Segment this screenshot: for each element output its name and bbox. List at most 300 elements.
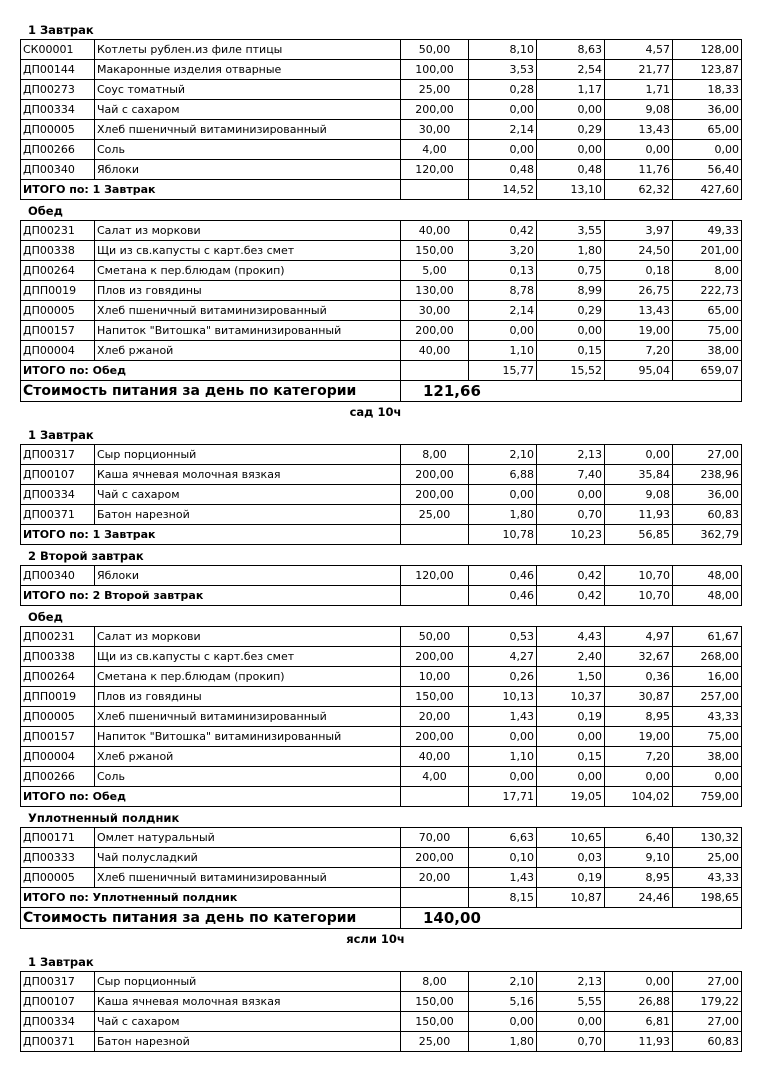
dish-kcal: 65,00 xyxy=(673,120,742,140)
dish-code: ДП00004 xyxy=(21,747,95,767)
dish-name: Хлеб пшеничный витаминизированный xyxy=(95,301,401,321)
dish-name: Сыр порционный xyxy=(95,972,401,992)
meal-table xyxy=(20,626,742,807)
dish-fat: 0,19 xyxy=(537,707,605,727)
total-protein: 15,77 xyxy=(469,361,537,381)
meal-title: Обед xyxy=(28,204,63,218)
dish-fat: 4,43 xyxy=(537,627,605,647)
dish-quantity: 120,00 xyxy=(401,160,469,180)
dish-code: ДП00005 xyxy=(21,301,95,321)
dish-quantity: 130,00 xyxy=(401,281,469,301)
dish-protein: 0,42 xyxy=(469,221,537,241)
dish-fat: 0,00 xyxy=(537,1012,605,1032)
dish-kcal: 16,00 xyxy=(673,667,742,687)
dish-carbs: 0,00 xyxy=(605,445,673,465)
dish-name: Щи из св.капусты с карт.без смет xyxy=(95,647,401,667)
total-quantity xyxy=(401,361,469,381)
dish-row xyxy=(21,972,742,992)
dish-fat: 0,15 xyxy=(537,747,605,767)
total-label: ИТОГО по: Уплотненный полдник xyxy=(21,888,401,908)
dish-name: Каша ячневая молочная вязкая xyxy=(95,465,401,485)
dish-code: ДП00231 xyxy=(21,627,95,647)
dish-kcal: 36,00 xyxy=(673,485,742,505)
dish-code: ДП00266 xyxy=(21,767,95,787)
dish-name: Соус томатный xyxy=(95,80,401,100)
dish-fat: 8,63 xyxy=(537,40,605,60)
total-kcal: 759,00 xyxy=(673,787,742,807)
dish-kcal: 60,83 xyxy=(673,1032,742,1052)
dish-carbs: 10,70 xyxy=(605,566,673,586)
dish-quantity: 5,00 xyxy=(401,261,469,281)
dish-row xyxy=(21,485,742,505)
dish-protein: 1,80 xyxy=(469,1032,537,1052)
dish-kcal: 128,00 xyxy=(673,40,742,60)
dish-name: Батон нарезной xyxy=(95,1032,401,1052)
dish-fat: 0,42 xyxy=(537,566,605,586)
dish-protein: 0,28 xyxy=(469,80,537,100)
dish-row xyxy=(21,727,742,747)
dish-kcal: 38,00 xyxy=(673,341,742,361)
dish-kcal: 36,00 xyxy=(673,100,742,120)
dish-fat: 2,13 xyxy=(537,972,605,992)
meal-title: Обед xyxy=(28,610,63,624)
dish-quantity: 100,00 xyxy=(401,60,469,80)
dish-kcal: 27,00 xyxy=(673,972,742,992)
dish-carbs: 11,93 xyxy=(605,505,673,525)
dish-protein: 1,43 xyxy=(469,868,537,888)
meal-table xyxy=(20,444,742,545)
dish-carbs: 9,10 xyxy=(605,848,673,868)
dish-quantity: 200,00 xyxy=(401,848,469,868)
total-protein: 14,52 xyxy=(469,180,537,200)
dish-quantity: 70,00 xyxy=(401,828,469,848)
dish-code: ДП00338 xyxy=(21,241,95,261)
dish-quantity: 200,00 xyxy=(401,485,469,505)
dish-kcal: 25,00 xyxy=(673,848,742,868)
dish-row xyxy=(21,687,742,707)
dish-code: ДП00273 xyxy=(21,80,95,100)
dish-code: ДП00333 xyxy=(21,848,95,868)
dish-quantity: 150,00 xyxy=(401,992,469,1012)
category-section xyxy=(20,22,741,402)
dish-fat: 7,40 xyxy=(537,465,605,485)
dish-quantity: 50,00 xyxy=(401,627,469,647)
dish-row xyxy=(21,747,742,767)
total-carbs: 56,85 xyxy=(605,525,673,545)
dish-quantity: 4,00 xyxy=(401,767,469,787)
dish-protein: 6,88 xyxy=(469,465,537,485)
dish-name: Хлеб ржаной xyxy=(95,341,401,361)
dish-protein: 4,27 xyxy=(469,647,537,667)
dish-code: ДПП0019 xyxy=(21,281,95,301)
dish-kcal: 18,33 xyxy=(673,80,742,100)
dish-code: ДП00266 xyxy=(21,140,95,160)
total-protein: 0,46 xyxy=(469,586,537,606)
dish-fat: 0,15 xyxy=(537,341,605,361)
dish-row xyxy=(21,40,742,60)
total-quantity xyxy=(401,586,469,606)
dish-quantity: 120,00 xyxy=(401,566,469,586)
dish-code: ДП00005 xyxy=(21,868,95,888)
dish-protein: 0,00 xyxy=(469,767,537,787)
dish-name: Каша ячневая молочная вязкая xyxy=(95,992,401,1012)
dish-fat: 0,03 xyxy=(537,848,605,868)
total-carbs: 10,70 xyxy=(605,586,673,606)
meal-title: Уплотненный полдник xyxy=(28,811,180,825)
dish-code: ДПП0019 xyxy=(21,687,95,707)
dish-row xyxy=(21,627,742,647)
total-label: ИТОГО по: Обед xyxy=(21,361,401,381)
dish-code: ДП00338 xyxy=(21,647,95,667)
dish-carbs: 21,77 xyxy=(605,60,673,80)
dish-code: ДП00231 xyxy=(21,221,95,241)
dish-carbs: 13,43 xyxy=(605,301,673,321)
dish-kcal: 75,00 xyxy=(673,321,742,341)
total-kcal: 659,07 xyxy=(673,361,742,381)
dish-fat: 1,80 xyxy=(537,241,605,261)
dish-row xyxy=(21,445,742,465)
dish-code: ДП00107 xyxy=(21,465,95,485)
dish-carbs: 0,18 xyxy=(605,261,673,281)
dish-row xyxy=(21,341,742,361)
dish-fat: 3,55 xyxy=(537,221,605,241)
meal-title: 1 Завтрак xyxy=(28,428,94,442)
dish-carbs: 19,00 xyxy=(605,727,673,747)
dish-kcal: 38,00 xyxy=(673,747,742,767)
dish-quantity: 200,00 xyxy=(401,465,469,485)
dish-code: ДП00264 xyxy=(21,667,95,687)
total-kcal: 198,65 xyxy=(673,888,742,908)
dish-protein: 2,10 xyxy=(469,445,537,465)
dish-name: Напиток "Витошка" витаминизированный xyxy=(95,727,401,747)
dish-protein: 2,10 xyxy=(469,972,537,992)
dish-name: Чай с сахаром xyxy=(95,100,401,120)
dish-row xyxy=(21,707,742,727)
dish-fat: 1,50 xyxy=(537,667,605,687)
dish-code: ДП00334 xyxy=(21,100,95,120)
dish-name: Сметана к пер.блюдам (прокип) xyxy=(95,667,401,687)
dish-code: ДП00340 xyxy=(21,160,95,180)
dish-protein: 5,16 xyxy=(469,992,537,1012)
meal-total-row xyxy=(21,787,742,807)
dish-protein: 0,00 xyxy=(469,100,537,120)
dish-protein: 0,48 xyxy=(469,160,537,180)
dish-kcal: 0,00 xyxy=(673,767,742,787)
dish-carbs: 4,57 xyxy=(605,40,673,60)
dish-code: ДП00340 xyxy=(21,566,95,586)
dish-carbs: 35,84 xyxy=(605,465,673,485)
dish-code: ДП00157 xyxy=(21,321,95,341)
dish-carbs: 9,08 xyxy=(605,100,673,120)
dish-quantity: 30,00 xyxy=(401,301,469,321)
total-label: ИТОГО по: 1 Завтрак xyxy=(21,525,401,545)
dish-name: Плов из говядины xyxy=(95,687,401,707)
dish-carbs: 9,08 xyxy=(605,485,673,505)
dish-fat: 0,70 xyxy=(537,505,605,525)
dish-fat: 0,70 xyxy=(537,1032,605,1052)
dish-name: Омлет натуральный xyxy=(95,828,401,848)
daily-cost-label: Стоимость питания за день по категории xyxy=(21,908,401,929)
dish-code: ДП00144 xyxy=(21,60,95,80)
dish-fat: 0,29 xyxy=(537,301,605,321)
dish-kcal: 65,00 xyxy=(673,301,742,321)
daily-cost-row xyxy=(21,908,742,929)
meal-table xyxy=(20,827,742,929)
dish-kcal: 179,22 xyxy=(673,992,742,1012)
category-title: ясли 10ч xyxy=(346,932,405,946)
meal-total-row xyxy=(21,525,742,545)
dish-fat: 0,48 xyxy=(537,160,605,180)
dish-row xyxy=(21,140,742,160)
dish-row xyxy=(21,160,742,180)
dish-fat: 2,13 xyxy=(537,445,605,465)
dish-row xyxy=(21,992,742,1012)
dish-kcal: 222,73 xyxy=(673,281,742,301)
dish-fat: 0,75 xyxy=(537,261,605,281)
dish-carbs: 3,97 xyxy=(605,221,673,241)
dish-name: Чай с сахаром xyxy=(95,485,401,505)
dish-kcal: 238,96 xyxy=(673,465,742,485)
dish-name: Сыр порционный xyxy=(95,445,401,465)
dish-carbs: 32,67 xyxy=(605,647,673,667)
dish-name: Хлеб пшеничный витаминизированный xyxy=(95,707,401,727)
dish-kcal: 43,33 xyxy=(673,707,742,727)
dish-fat: 5,55 xyxy=(537,992,605,1012)
dish-carbs: 26,88 xyxy=(605,992,673,1012)
dish-protein: 0,53 xyxy=(469,627,537,647)
dish-code: ДП00004 xyxy=(21,341,95,361)
dish-fat: 0,00 xyxy=(537,140,605,160)
daily-cost-row xyxy=(21,381,742,402)
dish-quantity: 4,00 xyxy=(401,140,469,160)
dish-fat: 0,00 xyxy=(537,727,605,747)
dish-code: ДП00157 xyxy=(21,727,95,747)
dish-protein: 6,63 xyxy=(469,828,537,848)
dish-kcal: 60,83 xyxy=(673,505,742,525)
dish-kcal: 27,00 xyxy=(673,1012,742,1032)
dish-quantity: 10,00 xyxy=(401,667,469,687)
dish-name: Салат из моркови xyxy=(95,221,401,241)
dish-row xyxy=(21,100,742,120)
dish-row xyxy=(21,321,742,341)
dish-name: Напиток "Витошка" витаминизированный xyxy=(95,321,401,341)
dish-row xyxy=(21,221,742,241)
dish-quantity: 30,00 xyxy=(401,120,469,140)
dish-fat: 8,99 xyxy=(537,281,605,301)
dish-row xyxy=(21,566,742,586)
daily-cost-value: 140,00 xyxy=(401,908,742,929)
dish-name: Яблоки xyxy=(95,566,401,586)
dish-quantity: 40,00 xyxy=(401,341,469,361)
total-fat: 0,42 xyxy=(537,586,605,606)
dish-code: ДП00334 xyxy=(21,485,95,505)
dish-fat: 1,17 xyxy=(537,80,605,100)
total-carbs: 104,02 xyxy=(605,787,673,807)
dish-carbs: 6,81 xyxy=(605,1012,673,1032)
meal-title: 2 Второй завтрак xyxy=(28,549,144,563)
category-section xyxy=(20,403,741,929)
dish-code: ДП00005 xyxy=(21,120,95,140)
dish-carbs: 6,40 xyxy=(605,828,673,848)
dish-code: ДП00334 xyxy=(21,1012,95,1032)
dish-code: ДП00005 xyxy=(21,707,95,727)
dish-row xyxy=(21,505,742,525)
dish-fat: 0,29 xyxy=(537,120,605,140)
dish-protein: 0,00 xyxy=(469,321,537,341)
dish-quantity: 150,00 xyxy=(401,1012,469,1032)
dish-carbs: 8,95 xyxy=(605,868,673,888)
dish-quantity: 200,00 xyxy=(401,727,469,747)
dish-carbs: 24,50 xyxy=(605,241,673,261)
dish-carbs: 30,87 xyxy=(605,687,673,707)
dish-fat: 0,00 xyxy=(537,100,605,120)
meal-title: 1 Завтрак xyxy=(28,955,94,969)
dish-fat: 0,00 xyxy=(537,485,605,505)
dish-row xyxy=(21,80,742,100)
dish-protein: 0,00 xyxy=(469,727,537,747)
total-label: ИТОГО по: 1 Завтрак xyxy=(21,180,401,200)
dish-row xyxy=(21,868,742,888)
dish-code: ДП00264 xyxy=(21,261,95,281)
meal-table xyxy=(20,971,742,1052)
meal-table xyxy=(20,565,742,606)
total-kcal: 362,79 xyxy=(673,525,742,545)
dish-quantity: 8,00 xyxy=(401,972,469,992)
dish-carbs: 0,36 xyxy=(605,667,673,687)
dish-protein: 0,13 xyxy=(469,261,537,281)
total-carbs: 62,32 xyxy=(605,180,673,200)
dish-fat: 10,65 xyxy=(537,828,605,848)
dish-quantity: 20,00 xyxy=(401,868,469,888)
total-carbs: 95,04 xyxy=(605,361,673,381)
dish-protein: 1,10 xyxy=(469,747,537,767)
dish-name: Макаронные изделия отварные xyxy=(95,60,401,80)
dish-quantity: 200,00 xyxy=(401,100,469,120)
total-protein: 17,71 xyxy=(469,787,537,807)
dish-carbs: 0,00 xyxy=(605,140,673,160)
dish-protein: 0,10 xyxy=(469,848,537,868)
dish-quantity: 40,00 xyxy=(401,747,469,767)
dish-protein: 1,80 xyxy=(469,505,537,525)
daily-cost-value: 121,66 xyxy=(401,381,742,402)
dish-quantity: 25,00 xyxy=(401,80,469,100)
dish-kcal: 0,00 xyxy=(673,140,742,160)
dish-carbs: 7,20 xyxy=(605,341,673,361)
dish-protein: 0,00 xyxy=(469,140,537,160)
dish-row xyxy=(21,647,742,667)
dish-code: ДП00371 xyxy=(21,505,95,525)
dish-fat: 2,40 xyxy=(537,647,605,667)
total-protein: 8,15 xyxy=(469,888,537,908)
dish-carbs: 4,97 xyxy=(605,627,673,647)
dish-kcal: 49,33 xyxy=(673,221,742,241)
dish-row xyxy=(21,120,742,140)
dish-name: Щи из св.капусты с карт.без смет xyxy=(95,241,401,261)
dish-name: Хлеб пшеничный витаминизированный xyxy=(95,120,401,140)
dish-name: Соль xyxy=(95,140,401,160)
total-fat: 19,05 xyxy=(537,787,605,807)
dish-carbs: 1,71 xyxy=(605,80,673,100)
dish-name: Батон нарезной xyxy=(95,505,401,525)
total-quantity xyxy=(401,787,469,807)
dish-name: Яблоки xyxy=(95,160,401,180)
dish-protein: 8,10 xyxy=(469,40,537,60)
dish-protein: 1,10 xyxy=(469,341,537,361)
dish-carbs: 26,75 xyxy=(605,281,673,301)
dish-quantity: 25,00 xyxy=(401,505,469,525)
dish-fat: 0,00 xyxy=(537,321,605,341)
dish-row xyxy=(21,767,742,787)
dish-carbs: 11,93 xyxy=(605,1032,673,1052)
meal-total-row xyxy=(21,361,742,381)
dish-row xyxy=(21,828,742,848)
dish-kcal: 130,32 xyxy=(673,828,742,848)
dish-protein: 8,78 xyxy=(469,281,537,301)
dish-quantity: 50,00 xyxy=(401,40,469,60)
dish-name: Хлеб ржаной xyxy=(95,747,401,767)
meal-total-row xyxy=(21,180,742,200)
dish-code: ДП00371 xyxy=(21,1032,95,1052)
total-quantity xyxy=(401,180,469,200)
meal-table xyxy=(20,220,742,402)
dish-row xyxy=(21,241,742,261)
dish-quantity: 200,00 xyxy=(401,321,469,341)
dish-row xyxy=(21,301,742,321)
total-fat: 10,23 xyxy=(537,525,605,545)
dish-fat: 0,00 xyxy=(537,767,605,787)
dish-protein: 3,20 xyxy=(469,241,537,261)
dish-name: Соль xyxy=(95,767,401,787)
meal-total-row xyxy=(21,888,742,908)
dish-kcal: 27,00 xyxy=(673,445,742,465)
total-carbs: 24,46 xyxy=(605,888,673,908)
meal-table xyxy=(20,39,742,200)
total-quantity xyxy=(401,525,469,545)
dish-row xyxy=(21,261,742,281)
dish-name: Салат из моркови xyxy=(95,627,401,647)
dish-carbs: 11,76 xyxy=(605,160,673,180)
total-label: ИТОГО по: 2 Второй завтрак xyxy=(21,586,401,606)
dish-kcal: 43,33 xyxy=(673,868,742,888)
dish-row xyxy=(21,848,742,868)
dish-kcal: 257,00 xyxy=(673,687,742,707)
dish-kcal: 123,87 xyxy=(673,60,742,80)
dish-name: Плов из говядины xyxy=(95,281,401,301)
dish-protein: 0,26 xyxy=(469,667,537,687)
dish-protein: 10,13 xyxy=(469,687,537,707)
total-fat: 13,10 xyxy=(537,180,605,200)
dish-quantity: 200,00 xyxy=(401,647,469,667)
total-label: ИТОГО по: Обед xyxy=(21,787,401,807)
dish-quantity: 25,00 xyxy=(401,1032,469,1052)
total-kcal: 427,60 xyxy=(673,180,742,200)
dish-fat: 10,37 xyxy=(537,687,605,707)
dish-quantity: 150,00 xyxy=(401,241,469,261)
dish-kcal: 56,40 xyxy=(673,160,742,180)
dish-quantity: 20,00 xyxy=(401,707,469,727)
dish-carbs: 7,20 xyxy=(605,747,673,767)
dish-carbs: 8,95 xyxy=(605,707,673,727)
dish-carbs: 0,00 xyxy=(605,767,673,787)
dish-protein: 1,43 xyxy=(469,707,537,727)
dish-code: ДП00171 xyxy=(21,828,95,848)
total-protein: 10,78 xyxy=(469,525,537,545)
dish-protein: 0,46 xyxy=(469,566,537,586)
dish-kcal: 268,00 xyxy=(673,647,742,667)
dish-fat: 2,54 xyxy=(537,60,605,80)
dish-carbs: 19,00 xyxy=(605,321,673,341)
meal-title: 1 Завтрак xyxy=(28,23,94,37)
